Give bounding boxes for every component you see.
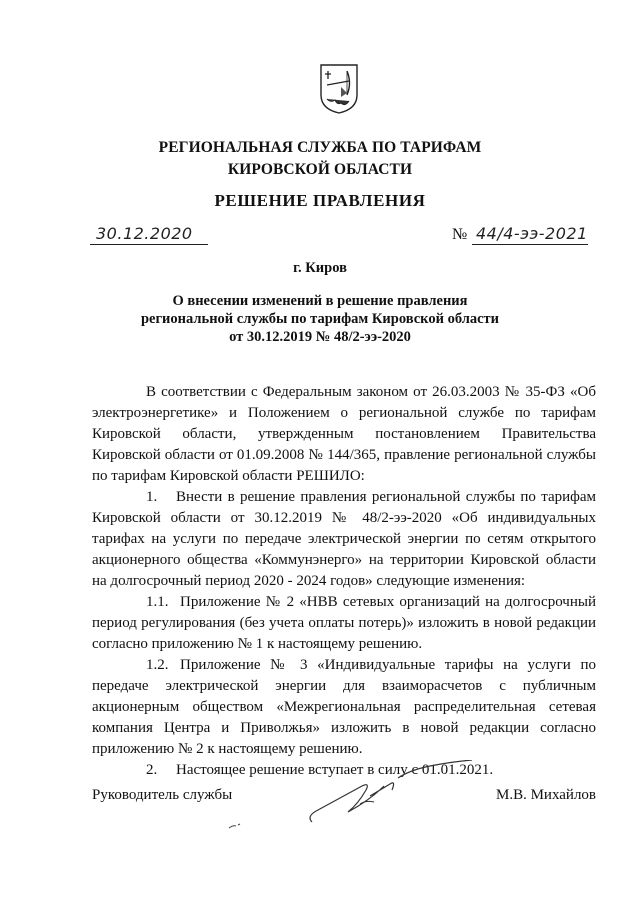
item-1-text: Внести в решение правления региональной службы по тарифам Кировской области от 30.12.2019 № 48/2-ээ-2020 «Об индивидуальных тарифах на услуги по передаче электрической энергии по сетям открытого акционерного общества «Коммунэнерго» на территории Кировской области на долгосрочный период 2020 - 2024 годов» следующие изменения:: [92, 489, 596, 589]
item-1-1-text: Приложение № 2 «НВВ сетевых организаций на долгосрочный период регулирования (без учета оплаты потерь)» изложить в новой редакции согласно приложению № 1 к настоящему решению.: [92, 594, 596, 652]
item-1-2-text: Приложение № 3 «Индивидуальные тарифы на услуги по передаче электрической энергии для взаиморасчетов с публичным акционерным обществом «Межрегиональная распределительная сетевая компания Центра и Приволжья» изложить в новой редакции согласно приложению № 2 к настоящему решению.: [92, 657, 596, 757]
number-sign: №: [452, 226, 468, 243]
coat-of-arms-emblem: [319, 63, 359, 115]
handwritten-signature: [300, 760, 480, 830]
document-body: [92, 382, 596, 781]
subject: [0, 292, 640, 346]
signatory-name: М.В. Михайлов: [496, 787, 597, 803]
item-1-1-marker: 1.1.: [146, 594, 169, 610]
item-1-2-paragraph: [92, 655, 596, 760]
number-field: [472, 224, 588, 245]
preamble-paragraph: В соответствии с Федеральным законом от 26.03.2003 № 35-ФЗ «Об электроэнергетике» и Положением о региональной службе по тарифам Кировской области, утвержденным постановлением Правительства Кировской области от 01.09.2008 № 144/365, правление региональной службы по тарифам Кировской области РЕШИЛО:: [92, 384, 596, 484]
date-value: 30.12.2020: [96, 224, 193, 243]
subject-line-3: от 30.12.2019 № 48/2-ээ-2020: [229, 329, 411, 345]
subject-line-2: региональной службы по тарифам Кировской области: [140, 311, 500, 327]
document-type: РЕШЕНИЕ ПРАВЛЕНИЯ: [214, 191, 426, 210]
number-value: 44/4-ээ-2021: [476, 224, 588, 243]
item-2-text: Настоящее решение вступает в силу с 01.01.2021.: [176, 762, 494, 778]
item-1-paragraph: [92, 487, 596, 592]
item-1-marker: 1.: [146, 489, 158, 505]
date-field: [90, 224, 208, 245]
signatory-role: Руководитель службы: [92, 787, 233, 803]
org-line-2: КИРОВСКОЙ ОБЛАСТИ: [227, 161, 413, 178]
item-1-2-marker: 1.2.: [146, 657, 169, 673]
ink-mark: [228, 822, 242, 830]
organization-name: [0, 137, 640, 181]
subject-line-1: О внесении изменений в решение правления: [172, 293, 468, 309]
org-line-1: РЕГИОНАЛЬНАЯ СЛУЖБА ПО ТАРИФАМ: [158, 139, 482, 156]
item-2-marker: 2.: [146, 762, 158, 778]
city: г. Киров: [293, 260, 347, 276]
item-1-1-paragraph: [92, 592, 596, 655]
